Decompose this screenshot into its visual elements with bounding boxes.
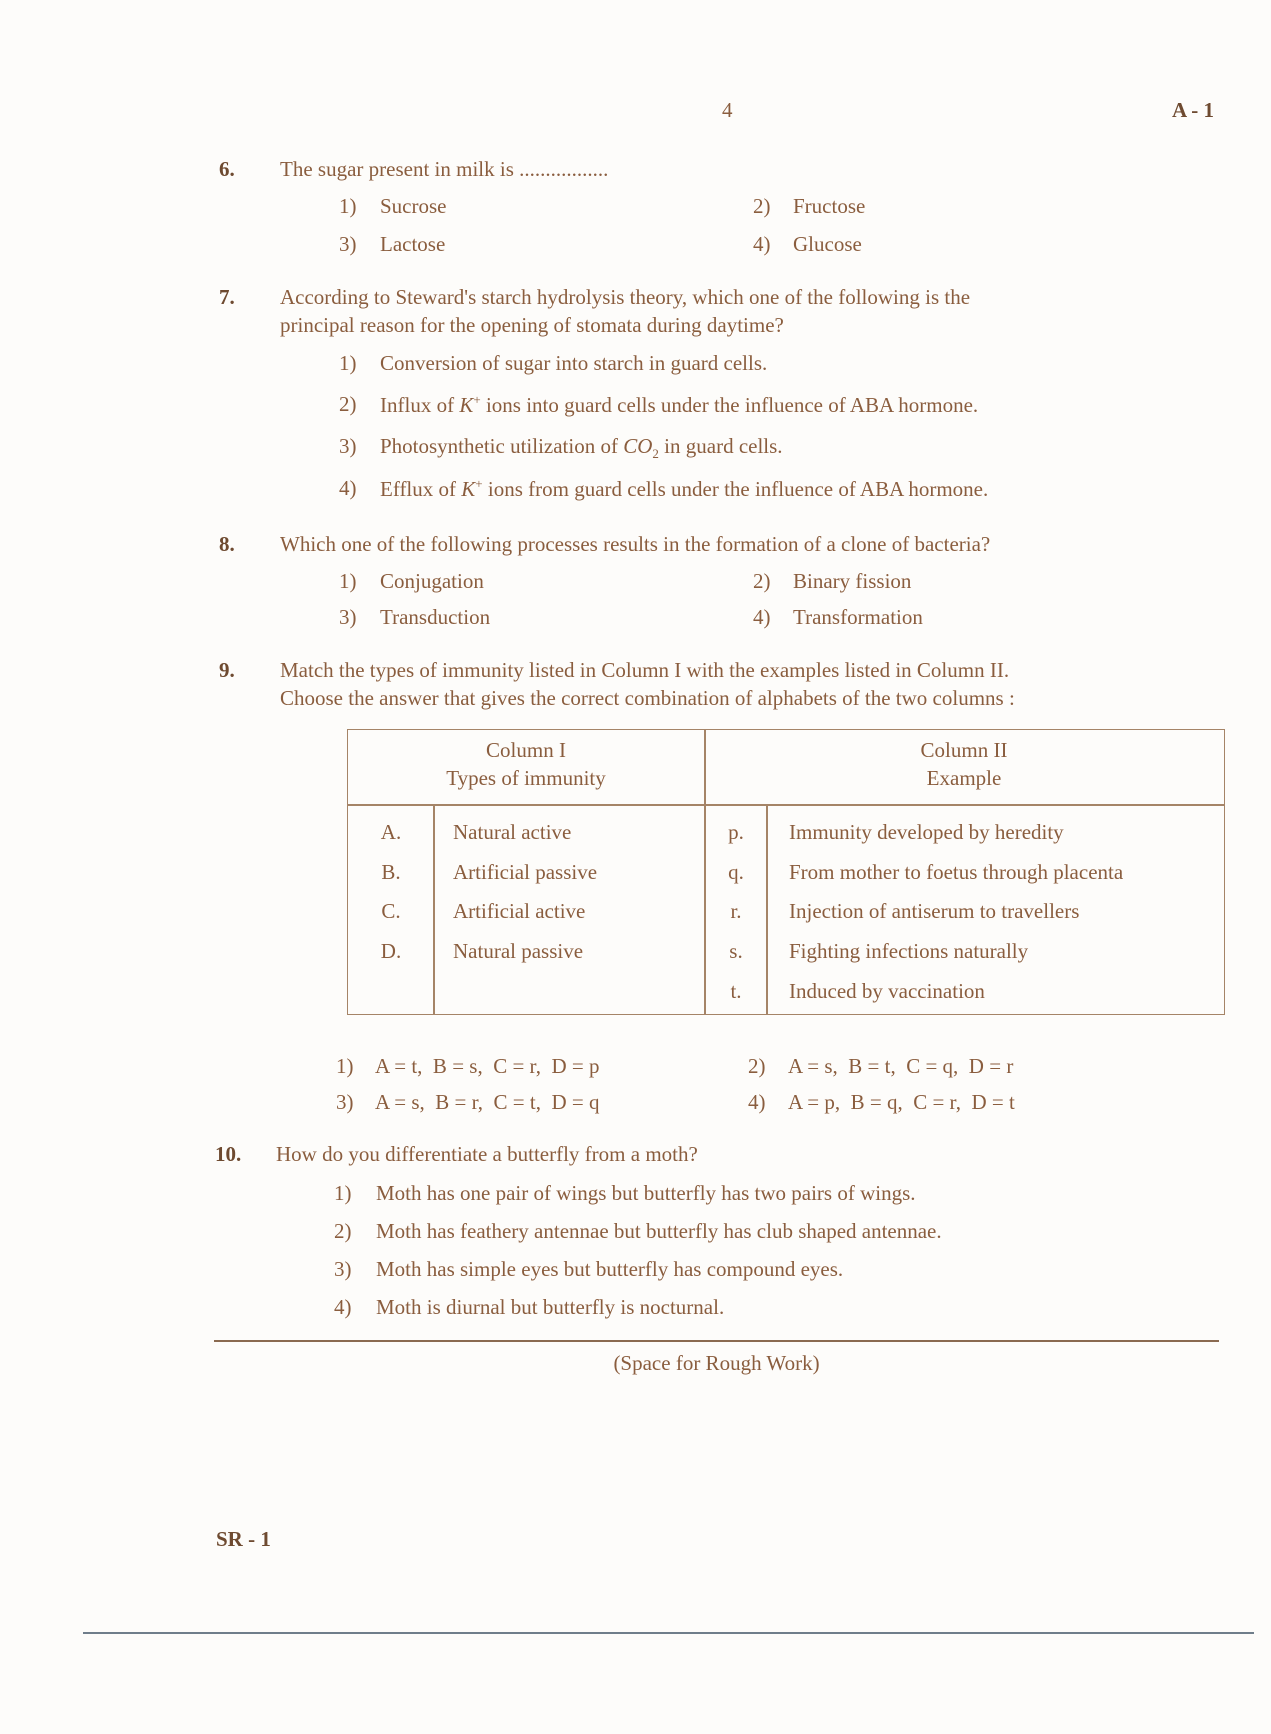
question-text: According to Steward's starch hydrolysis theory, which one of the following is the xyxy=(280,285,971,309)
question-number: 6. xyxy=(219,157,235,181)
option-number: 3) xyxy=(334,1257,352,1281)
option-number: 2) xyxy=(753,569,771,593)
question-text: The sugar present in milk is ................. xyxy=(280,157,609,181)
row-value: Artificial passive xyxy=(453,860,598,884)
option-number: 1) xyxy=(339,194,357,218)
option-text: Fructose xyxy=(793,194,866,218)
series-code: SR - 1 xyxy=(216,1527,271,1551)
row-key: r. xyxy=(730,899,742,923)
column-2-subtitle: Example xyxy=(926,766,1002,790)
question-text: Choose the answer that gives the correct combination of alphabets of the two columns : xyxy=(280,686,1015,710)
option-text: Moth is diurnal but butterfly is nocturnal. xyxy=(376,1295,725,1319)
row-key: s. xyxy=(729,939,743,963)
column-divider xyxy=(433,804,435,1014)
option-number: 4) xyxy=(748,1090,766,1114)
option-number: 4) xyxy=(753,605,771,629)
row-value: Induced by vaccination xyxy=(789,979,985,1003)
row-value: Injection of antiserum to travellers xyxy=(789,899,1080,923)
option-text: Moth has one pair of wings but butterfly has two pairs of wings. xyxy=(376,1181,916,1205)
option-text: Transformation xyxy=(793,605,923,629)
column-2-title: Column II xyxy=(920,738,1008,762)
option-text: Transduction xyxy=(380,605,491,629)
row-value: Natural passive xyxy=(453,939,584,963)
question-number: 8. xyxy=(219,532,235,556)
option-text: A = t, B = s, C = r, D = p xyxy=(375,1054,600,1078)
option-number: 4) xyxy=(753,232,771,256)
option-text: Binary fission xyxy=(793,569,912,593)
option-number: 1) xyxy=(336,1054,354,1078)
option-text: Moth has feathery antennae but butterfly has club shaped antennae. xyxy=(376,1219,942,1243)
question-text: How do you differentiate a butterfly from a moth? xyxy=(276,1142,698,1166)
option-text: Efflux of K+ ions from guard cells under the influence of ABA hormone. xyxy=(380,476,989,501)
option-number: 4) xyxy=(339,476,357,500)
page-bottom-line xyxy=(83,1632,1254,1634)
row-key: C. xyxy=(381,899,401,923)
row-key: p. xyxy=(728,820,744,844)
row-value: Immunity developed by heredity xyxy=(789,820,1064,844)
question-number: 10. xyxy=(215,1142,242,1166)
option-text: Moth has simple eyes but butterfly has compound eyes. xyxy=(376,1257,844,1281)
row-value: Fighting infections naturally xyxy=(789,939,1029,963)
option-number: 3) xyxy=(339,605,357,629)
option-number: 3) xyxy=(336,1090,354,1114)
column-divider xyxy=(766,804,768,1014)
row-key: D. xyxy=(380,939,402,963)
option-text: Glucose xyxy=(793,232,862,256)
option-text: A = p, B = q, C = r, D = t xyxy=(788,1090,1015,1114)
option-text: Lactose xyxy=(380,232,446,256)
option-number: 3) xyxy=(339,232,357,256)
question-number: 9. xyxy=(219,658,235,682)
option-number: 1) xyxy=(334,1181,352,1205)
option-text: Photosynthetic utilization of $CO_2$ in guard cells. xyxy=(380,434,783,462)
option-text: Conversion of sugar into starch in guard cells. xyxy=(380,351,768,375)
row-value: Artificial active xyxy=(453,899,586,923)
column-1-subtitle: Types of immunity xyxy=(446,766,606,790)
match-table xyxy=(347,729,1225,1015)
row-value: From mother to foetus through placenta xyxy=(789,860,1124,884)
rough-work-label: (Space for Rough Work) xyxy=(613,1351,820,1375)
option-text: A = s, B = t, C = q, D = r xyxy=(788,1054,1014,1078)
option-text: Sucrose xyxy=(380,194,447,218)
question-number: 7. xyxy=(219,285,235,309)
row-key: B. xyxy=(381,860,401,884)
option-number: 2) xyxy=(334,1219,352,1243)
option-number: 2) xyxy=(753,194,771,218)
paper-code: A - 1 xyxy=(1172,98,1214,122)
option-text: Conjugation xyxy=(380,569,484,593)
header-divider xyxy=(348,804,1224,806)
page-number: 4 xyxy=(722,98,733,122)
rough-work-divider xyxy=(214,1340,1219,1342)
column-1-title: Column I xyxy=(486,738,566,762)
question-text: Which one of the following processes results in the formation of a clone of bacteria? xyxy=(280,532,991,556)
option-number: 2) xyxy=(748,1054,766,1078)
option-number: 2) xyxy=(339,392,357,416)
option-text: Influx of K+ ions into guard cells under the influence of ABA hormone. xyxy=(380,392,979,417)
question-text: Match the types of immunity listed in Column I with the examples listed in Column II. xyxy=(280,658,1010,682)
option-number: 4) xyxy=(334,1295,352,1319)
row-key: q. xyxy=(728,860,744,884)
row-key: t. xyxy=(730,979,742,1003)
question-text: principal reason for the opening of stomata during daytime? xyxy=(280,313,784,337)
row-key: A. xyxy=(380,820,402,844)
row-value: Natural active xyxy=(453,820,572,844)
option-text: A = s, B = r, C = t, D = q xyxy=(375,1090,600,1114)
option-number: 3) xyxy=(339,434,357,458)
option-number: 1) xyxy=(339,569,357,593)
option-number: 1) xyxy=(339,351,357,375)
